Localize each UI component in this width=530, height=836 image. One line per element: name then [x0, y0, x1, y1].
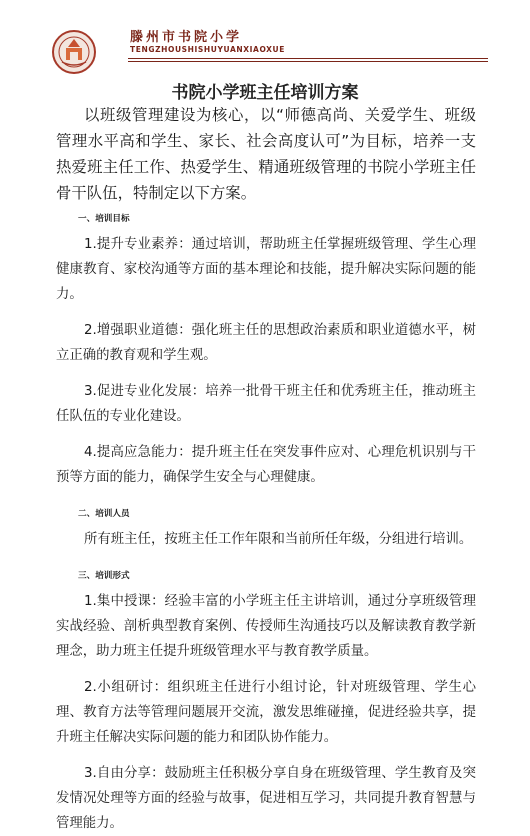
goal-item: 3.促进专业化发展：培养一批骨干班主任和优秀班主任，推动班主任队伍的专业化建设。: [56, 384, 476, 424]
header-rule: [128, 58, 488, 59]
section-heading-participants: 二、培训人员: [78, 509, 130, 519]
goal-item: 2.增强职业道德：强化班主任的思想政治素质和职业道德水平，树立正确的教育观和学生观。: [56, 323, 476, 363]
intro-paragraph: 以班级管理建设为核心，以“师德高尚、关爱学生、班级管理水平高和学生、家长、社会高度认可”为目标，培养一支热爱班主任工作、热爱学生、精通班级管理的书院小学班主任骨干队伍，特制定以下方案。: [56, 106, 476, 202]
document-title: 书院小学班主任培训方案: [171, 83, 359, 103]
section-heading-format: 三、培训形式: [78, 571, 130, 581]
school-logo-icon: [52, 30, 96, 74]
section-heading-goals: 一、培训目标: [78, 214, 130, 224]
school-name-cn: 滕州市书院小学: [130, 30, 243, 45]
header-rule-thin: [128, 61, 488, 62]
participants-paragraph: 所有班主任，按班主任工作年限和当前所任年级，分组进行培训。: [84, 532, 473, 547]
format-item: 1.集中授课：经验丰富的小学班主任主讲培训，通过分享班级管理实战经验、剖析典型教育案例、传授师生沟通技巧以及解读教育教学新理念，助力班主任提升班级管理水平与教育教学质量。: [56, 594, 476, 659]
format-item: 3.自由分享：鼓励班主任积极分享自身在班级管理、学生教育及突发情况处理等方面的经验与故事，促进相互学习，共同提升教育智慧与管理能力。: [56, 766, 476, 831]
format-item: 2.小组研讨：组织班主任进行小组讨论，针对班级管理、学生心理、教育方法等管理问题展开交流，激发思维碰撞，促进经验共享，提升班主任解决实际问题的能力和团队协作能力。: [56, 680, 476, 745]
letterhead: [40, 12, 490, 74]
document-body: [56, 102, 476, 836]
goal-item: 1.提升专业素养：通过培训，帮助班主任掌握班级管理、学生心理健康教育、家校沟通等方面的基本理论和技能，提升解决实际问题的能力。: [56, 237, 476, 302]
school-name-en: TENGZHOUSHISHUYUANXIAOXUE: [130, 45, 285, 54]
goal-item: 4.提高应急能力：提升班主任在突发事件应对、心理危机识别与干预等方面的能力，确保学生安全与心理健康。: [56, 445, 476, 485]
